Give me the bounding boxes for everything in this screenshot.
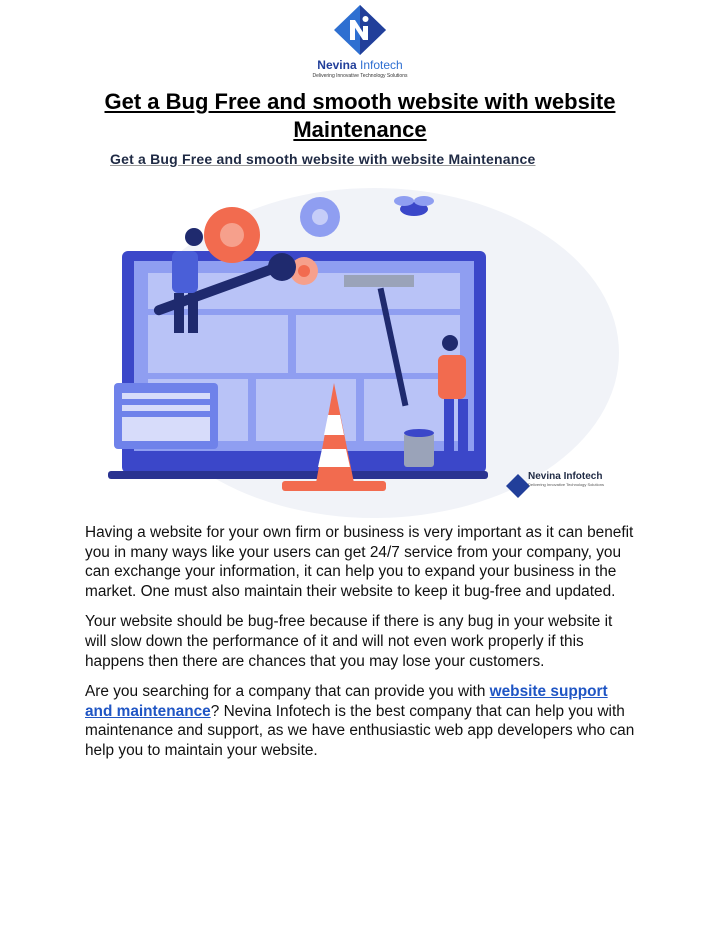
- paragraph-2: Your website should be bug-free because if there is any bug in your website it will slow down the performance of it and will not even work properly if this happens then there are chances that you may lose your customers.: [85, 613, 613, 670]
- illustration-caption: Get a Bug Free and smooth website with website Maintenance: [110, 151, 536, 167]
- illustration-graphic: [104, 143, 634, 519]
- company-logo: [300, 4, 420, 84]
- maintenance-illustration: [104, 143, 634, 519]
- article-body: [85, 523, 635, 772]
- illustration-watermark: [528, 471, 604, 487]
- website-support-link[interactable]: website support and maintenance: [85, 683, 608, 720]
- logo-brand-name: Nevina Infotech: [317, 58, 403, 72]
- paragraph-1: Having a website for your own firm or business is very important as it can benefit you in many ways like your users can get 24/7 service from your company, you can exchange your information, it can help you to expand your business in the market. One must also maintain their website to keep it bug-free and updated.: [85, 524, 634, 600]
- logo-mark-icon: [332, 4, 388, 56]
- paragraph-3-intro: Are you searching for a company that can provide you with: [85, 683, 490, 701]
- watermark-brand: Nevina Infotech: [528, 471, 603, 482]
- paragraph-3: [85, 682, 635, 760]
- page-title: Get a Bug Free and smooth website with website Maintenance: [104, 89, 616, 142]
- logo-tagline: Delivering Innovative Technology Solutions: [312, 73, 408, 79]
- paragraph-3-rest: ? Nevina Infotech is the best company that can help you with maintenance and support, as we have enthusiastic web app developers who can help you to maintain your website.: [85, 702, 635, 759]
- watermark-tagline: Delivering Innovative Technology Solutions: [528, 482, 604, 487]
